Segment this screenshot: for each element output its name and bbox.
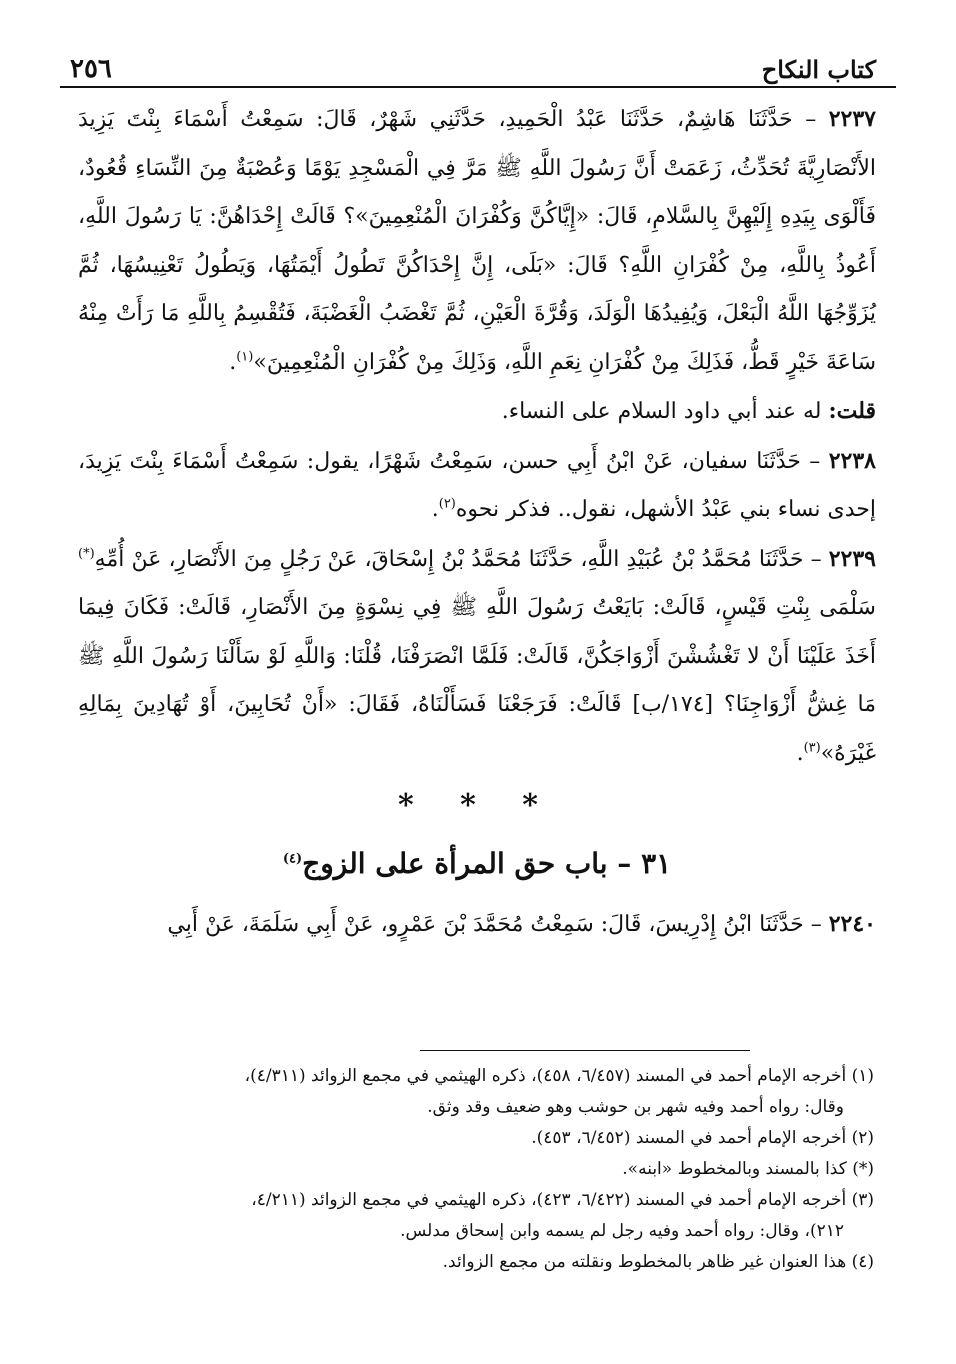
hadith-text: – حَدَّثَنَا ابْنُ إِدْرِيسَ، قَالَ: سَمِعْتُ مُحَمَّدَ بْنَ عَمْرٍو، عَنْ أَبِي سَلَمَةَ، عَنْ أَبِي	[167, 912, 829, 937]
footnote-3: (٣) أخرجه الإمام أحمد في المسند (٦/٤٢٢، ٤٢٣)، ذكره الهيثمي في مجمع الزوائد (٤/٢١١،	[251, 1190, 874, 1210]
footnotes	[78, 1062, 874, 1279]
footnote-1-continued: وقال: رواه أحمد وفيه شهر بن حوشب وهو ضعيف وقد وثق.	[427, 1097, 844, 1117]
footnote-ref: (٤)	[282, 851, 303, 867]
footnote-3-continued: ٢١٢)، وقال: رواه أحمد وفيه رجل لم يسمه وابن إسحاق مدلس.	[400, 1221, 844, 1241]
book-title: كتاب النكاح	[761, 55, 876, 84]
header-rule	[60, 86, 896, 88]
footnote-1: (١) أخرجه الإمام أحمد في المسند (٦/٤٥٧، ٤٥٨)، ذكره الهيثمي في مجمع الزوائد (٤/٣١١)،	[244, 1066, 874, 1086]
chapter-title: ٣١ – باب حق المرأة على الزوج	[302, 847, 672, 880]
footnote-ref: (*)	[78, 546, 95, 562]
footnote-ref: (١)	[236, 349, 254, 365]
hadith-2239	[78, 535, 876, 779]
footnote-ref: (٢)	[438, 496, 456, 512]
hadith-2237	[78, 95, 876, 387]
hadith-number: ٢٢٤٠	[828, 911, 876, 937]
section-separator: * * *	[398, 788, 556, 823]
editor-note	[78, 387, 876, 437]
hadith-tail: .	[431, 497, 439, 522]
hadith-number: ٢٢٣٩	[828, 545, 876, 572]
note-text: له عند أبي داود السلام على النساء.	[501, 399, 829, 424]
chapter-heading	[78, 838, 876, 890]
footnote-star: (*) كذا بالمسند وبالمخطوط «ابنه».	[622, 1159, 874, 1179]
hadith-text-continued: سَلْمَى بِنْتِ قَيْسٍ، قَالَتْ: بَايَعْتُ رَسُولَ اللَّهِ ﷺ فِي نِسْوَةٍ مِنَ الأَنْصَارِ، قَالَتْ: فَكَانَ فِيمَا أَخَذَ عَلَيْنَا أَنْ لا تَغْشُشْنَ أَزْوَاجَكُنَّ، قَالَتْ: فَلَمَّا انْصَرَفْنَا، قُلْنَا: وَاللَّهِ لَوْ سَأَلْنَا رَسُولَ اللَّهِ ﷺ مَا غِشُّ أَزْوَاجِنَا؟ [١٧٤/ب] قَالَتْ: فَرَجَعْنَا فَسَأَلْنَاهُ، فَقَالَ: «أَنْ تُحَابِينَ، أَوْ تُهَادِينَ بِمَالِهِ غَيْرَهُ»	[78, 595, 876, 766]
hadith-text: – حَدَّثَنَا مُحَمَّدُ بْنُ عُبَيْدِ اللَّهِ، حَدَّثَنَا مُحَمَّدُ بْنُ إِسْحَاقَ، عَنْ رَجُلٍ مِنَ الأَنْصَارِ، عَنْ أُمِّهِ	[94, 546, 829, 572]
hadith-2240	[78, 900, 876, 950]
hadith-tail: .	[796, 740, 804, 766]
hadith-text: – حَدَّثَنَا سفيان، عَنْ ابْنُ أَبِي حسن، سَمِعْتُ شَهْرًا، يقول: سَمِعْتُ أَسْمَاءَ بِنْتَ يَزِيدَ، إحدى نساء بني عَبْدُ الأشهل، نقول.. فذكر نحوه	[78, 448, 876, 522]
hadith-number: ٢٢٣٨	[828, 447, 876, 474]
footnote-4: (٤) هذا العنوان غير ظاهر بالمخطوط ونقلته من مجمع الزوائد.	[442, 1252, 874, 1272]
hadith-text: – حَدَّثَنَا هَاشِمٌ، حَدَّثَنَا عَبْدُ الْحَمِيدِ، حَدَّثَنِي شَهْرٌ، قَالَ: سَمِعْتُ أَسْمَاءَ بِنْتَ يَزِيدَ الأَنْصَارِيَّةَ تُحَدِّثُ، زَعَمَتْ أَنَّ رَسُولَ اللَّهِ ﷺ مَرَّ فِي الْمَسْجِدِ يَوْمًا وَعُصْبَةٌ مِنَ النِّسَاءِ قُعُودٌ، فَأَلْوَى بِيَدِهِ إِلَيْهِنَّ بِالسَّلامِ، قَالَ: «إِيَّاكُنَّ وَكُفْرَانَ الْمُنْعِمِينَ»؟ قَالَتْ إِحْدَاهُنَّ: يَا رَسُولَ اللَّهِ، أَعُوذُ بِاللَّهِ، مِنْ كُفْرَانِ اللَّهِ؟ قَالَ: «بَلَى، إِنَّ إِحْدَاكُنَّ تَطُولُ أَيْمَتُهَا، وَيَطُولُ تَعْنِيسُهَا، ثُمَّ يُزَوِّجُهَا اللَّهُ الْبَعْلَ، وَيُفِيدُهَا الْوَلَدَ، وَقُرَّةَ الْعَيْنِ، ثُمَّ تَغْضَبُ الْغَضْبَةَ، فَتُقْسِمُ بِاللَّهِ مَا رَأَتْ مِنْهُ سَاعَةَ خَيْرٍ قَطُّ، فَذَلِكَ مِنْ كُفْرَانِ نِعَمِ اللَّهِ، وَذَلِكَ مِنْ كُفْرَانِ الْمُنْعِمِينَ»	[78, 107, 876, 375]
running-header	[70, 38, 876, 82]
hadith-tail: .	[229, 349, 237, 375]
hadith-number: ٢٢٣٧	[828, 106, 876, 132]
footnote-2: (٢) أخرجه الإمام أحمد في المسند (٦/٤٥٢، ٤٥٣).	[531, 1128, 874, 1148]
note-label: قلت:	[828, 398, 876, 424]
footnote-rule	[420, 1050, 750, 1051]
page-number: ٢٥٦	[70, 54, 112, 84]
main-text	[78, 95, 876, 950]
footnote-ref: (٣)	[803, 740, 821, 756]
hadith-2238	[78, 437, 876, 535]
